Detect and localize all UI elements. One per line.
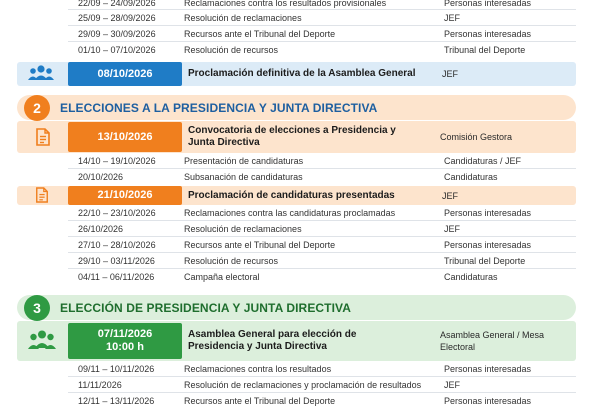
row-responsible: Personas interesadas bbox=[444, 239, 532, 250]
row-date: 09/11 – 10/11/2026 bbox=[78, 363, 155, 374]
table-row bbox=[68, 42, 576, 58]
row-date: 11/11/2026 bbox=[78, 379, 122, 390]
people-group-icon bbox=[27, 64, 55, 86]
row-date: 26/10/2026 bbox=[78, 223, 124, 234]
section-number-badge bbox=[24, 95, 50, 121]
highlight-date: 13/10/2026 bbox=[97, 130, 153, 143]
section-number-badge bbox=[24, 295, 50, 321]
row-responsible: JEF bbox=[444, 12, 461, 23]
row-responsible: Candidaturas / JEF bbox=[444, 155, 522, 166]
section-title: ELECCIONES A LA PRESIDENCIA Y JUNTA DIRECTIVA bbox=[60, 100, 378, 115]
row-responsible: Personas interesadas bbox=[444, 207, 532, 218]
row-responsible: Personas interesadas bbox=[444, 363, 532, 374]
table-row bbox=[68, 153, 576, 169]
row-description: Subsanación de candidaturas bbox=[184, 172, 303, 182]
row-description: Recursos ante el Tribunal del Deporte bbox=[184, 396, 336, 406]
document-icon bbox=[35, 187, 49, 205]
table-row bbox=[68, 361, 576, 377]
highlight-responsible: JEF bbox=[442, 190, 459, 201]
row-description: Recursos ante el Tribunal del Deporte bbox=[184, 28, 336, 39]
highlight-date-pill bbox=[68, 323, 182, 359]
row-responsible: Candidaturas bbox=[444, 172, 498, 182]
highlight-row bbox=[68, 62, 576, 86]
highlight-date-pill bbox=[68, 122, 182, 152]
table-row bbox=[68, 169, 576, 185]
row-date: 22/10 – 23/10/2026 bbox=[78, 207, 156, 218]
highlight-row bbox=[68, 122, 576, 152]
row-responsible: Personas interesadas bbox=[444, 28, 532, 39]
row-responsible: JEF bbox=[444, 379, 461, 390]
row-date: 04/11 – 06/11/2026 bbox=[78, 272, 155, 282]
highlight-responsible: Comisión Gestora bbox=[440, 132, 513, 142]
document-icon bbox=[35, 128, 51, 148]
highlight-date: 21/10/2026 bbox=[97, 189, 153, 201]
table-row bbox=[68, 377, 576, 393]
table-row bbox=[68, 26, 576, 42]
row-date: 29/10 – 03/11/2026 bbox=[78, 255, 155, 266]
table-row bbox=[68, 221, 576, 237]
section-number: 3 bbox=[33, 299, 41, 316]
row-responsible: JEF bbox=[444, 223, 461, 234]
row-date: 22/09 – 24/09/2026 bbox=[78, 0, 156, 8]
highlight-date-pill bbox=[68, 186, 182, 205]
table-row bbox=[68, 205, 576, 221]
highlight-date-pill bbox=[68, 62, 182, 86]
section-title: ELECCIÓN DE PRESIDENCIA Y JUNTA DIRECTIVA bbox=[60, 300, 352, 315]
highlight-description: Proclamación de candidaturas presentadas bbox=[188, 189, 395, 201]
table-row bbox=[68, 253, 576, 269]
row-date: 01/10 – 07/10/2026 bbox=[78, 45, 156, 55]
highlight-description: Asamblea General para elección de Presidencia y Junta Directiva bbox=[188, 329, 357, 352]
section-header-2 bbox=[17, 95, 576, 120]
table-row bbox=[68, 0, 576, 10]
row-date: 12/11 – 13/11/2026 bbox=[78, 396, 155, 406]
row-description: Reclamaciones contra las candidaturas proclamadas bbox=[184, 207, 396, 218]
highlight-description: Proclamación definitiva de la Asamblea General bbox=[188, 68, 416, 79]
row-description: Reclamaciones contra los resultados bbox=[184, 363, 332, 374]
people-group-icon bbox=[27, 329, 57, 355]
highlight-row bbox=[68, 323, 576, 359]
table-row bbox=[68, 269, 576, 285]
row-responsible: Personas interesadas bbox=[444, 396, 532, 406]
row-description: Campaña electoral bbox=[184, 272, 260, 282]
highlight-date: 07/11/2026 bbox=[97, 328, 153, 340]
row-date: 29/09 – 30/09/2026 bbox=[78, 28, 156, 39]
highlight-time: 10:00 h bbox=[106, 341, 144, 353]
row-description: Resolución de recursos bbox=[184, 255, 279, 266]
row-description: Resolución de reclamaciones bbox=[184, 12, 302, 23]
row-responsible: Tribunal del Deporte bbox=[444, 255, 526, 266]
row-date: 14/10 – 19/10/2026 bbox=[78, 155, 156, 166]
row-date: 27/10 – 28/10/2026 bbox=[78, 239, 156, 250]
table-row bbox=[68, 10, 576, 26]
highlight-description: Convocatoria de elecciones a Presidencia y Junta Directiva bbox=[188, 125, 396, 148]
row-description: Presentación de candidaturas bbox=[184, 155, 304, 166]
row-date: 20/10/2026 bbox=[78, 172, 124, 182]
row-responsible: Candidaturas bbox=[444, 272, 498, 282]
row-responsible: Tribunal del Deporte bbox=[444, 45, 526, 55]
table-row bbox=[68, 237, 576, 253]
highlight-responsible: Asamblea General / Mesa Electoral bbox=[440, 330, 545, 352]
row-description: Resolución de recursos bbox=[184, 45, 279, 55]
highlight-responsible: JEF bbox=[442, 69, 459, 79]
row-description: Reclamaciones contra los resultados provisionales bbox=[184, 0, 387, 8]
section-number: 2 bbox=[33, 99, 41, 116]
table-row bbox=[68, 393, 576, 409]
row-description: Recursos ante el Tribunal del Deporte bbox=[184, 239, 336, 250]
row-date: 25/09 – 28/09/2026 bbox=[78, 12, 156, 23]
highlight-date: 08/10/2026 bbox=[97, 67, 153, 80]
highlight-row bbox=[68, 186, 576, 205]
row-description: Resolución de reclamaciones bbox=[184, 223, 302, 234]
row-responsible: Personas interesadas bbox=[444, 0, 532, 8]
section-header-3 bbox=[17, 295, 576, 320]
row-description: Resolución de reclamaciones y proclamación de resultados bbox=[184, 379, 422, 390]
